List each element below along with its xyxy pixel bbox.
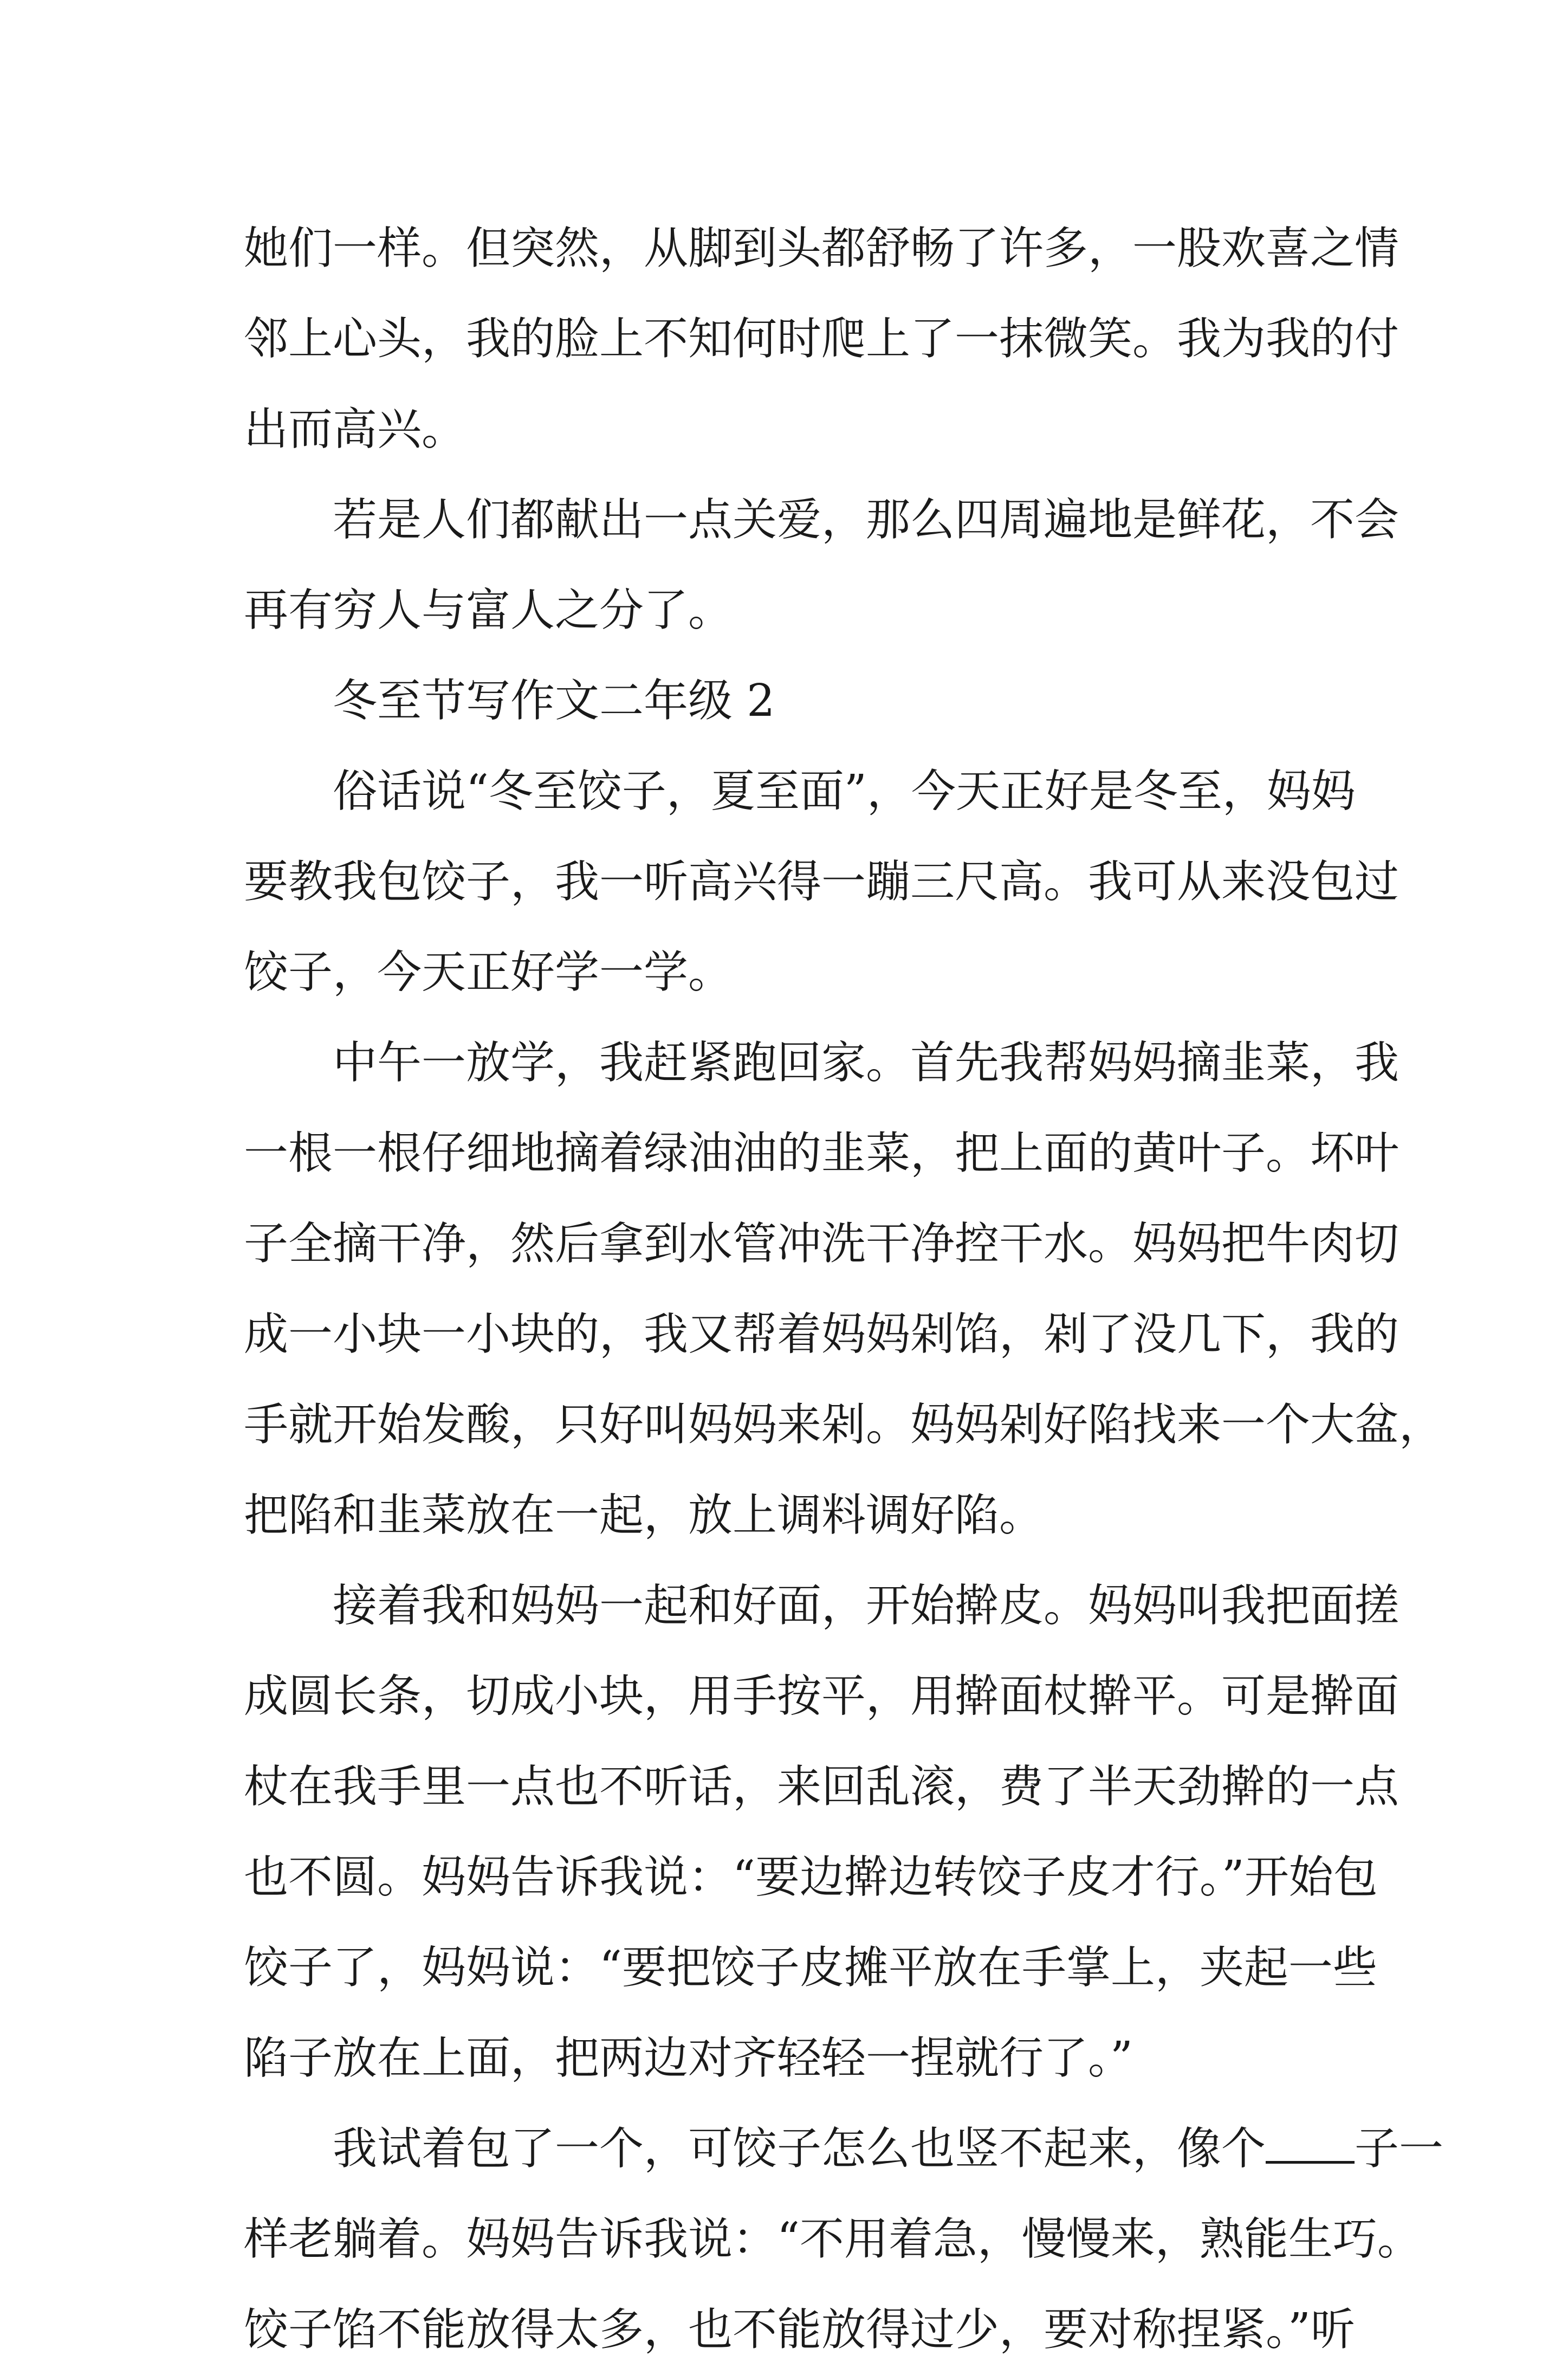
text-line: 饺子了，妈妈说：“要把饺子皮摊平放在手掌上，夹起一些 [244,1942,1377,1994]
text-line: 陷子放在上面，把两边对齐轻轻一捏就行了。” [244,2033,1133,2084]
text-segment: 子一 [1355,2123,1444,2175]
text-line: 邻上心头，我的脸上不知何时爬上了一抹微笑。我为我的付 [244,313,1399,365]
text-line: 再有穷人与富人之分了。 [244,585,733,636]
text-line: 中午一放学，我赶紧跑回家。首先我帮妈妈摘韭菜，我 [333,1037,1399,1089]
text-line: 接着我和妈妈一起和好面，开始擀皮。妈妈叫我把面搓 [333,1580,1399,1632]
document-body [244,203,1444,2375]
text-segment: 我试着包了一个，可饺子怎么也竖不起来，像个 [333,2123,1266,2175]
text-line: 她们一样。但突然，从脚到头都舒畅了许多，一股欢喜之情 [244,223,1399,274]
text-line: 俗话说“冬至饺子，夏至面”，今天正好是冬至，妈妈 [333,766,1356,817]
text-line: 手就开始发酸，只好叫妈妈来剁。妈妈剁好陷找来一个大盆， [244,1399,1444,1451]
text-line: 杖在我手里一点也不听话，来回乱滚，费了半天劲擀的一点 [244,1761,1399,1813]
text-line: 饺子馅不能放得太多，也不能放得过少，要对称捏紧。”听 [244,2304,1355,2355]
text-line: 子全摘干净，然后拿到水管冲洗干净控干水。妈妈把牛肉切 [244,1218,1399,1270]
text-line: 成一小块一小块的，我又帮着妈妈剁馅，剁了没几下，我的 [244,1309,1399,1360]
text-line: 把陷和韭菜放在一起，放上调料调好陷。 [244,1490,1044,1541]
text-line: 饺子，今天正好学一学。 [244,947,733,998]
text-line [244,2104,1444,2194]
text-line: 要教我包饺子，我一听高兴得一蹦三尺高。我可从来没包过 [244,856,1399,908]
section-heading: 冬至节写作文二年级 2 [333,675,775,727]
fill-in-blank [1266,2158,1355,2164]
text-line: 若是人们都献出一点关爱，那么四周遍地是鲜花，不会 [333,494,1399,546]
text-line: 也不圆。妈妈告诉我说：“要边擀边转饺子皮才行。”开始包 [244,1852,1378,1903]
text-line: 一根一根仔细地摘着绿油油的韭菜，把上面的黄叶子。坏叶 [244,1128,1399,1179]
text-line: 出而高兴。 [244,404,466,455]
text-line: 样老躺着。妈妈告诉我说：“不用着急，慢慢来，熟能生巧。 [244,2214,1422,2265]
text-line: 成圆长条，切成小块，用手按平，用擀面杖擀平。可是擀面 [244,1671,1399,1722]
